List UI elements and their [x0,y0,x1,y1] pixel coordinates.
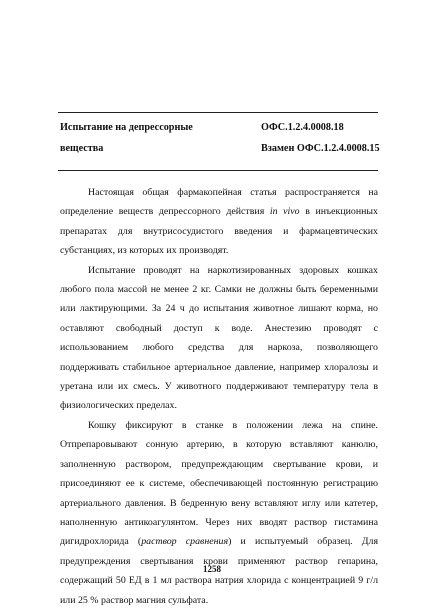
paragraph-1-italic: in vivo [269,206,300,218]
replaces-code: Взамен ОФС.1.2.4.0008.15 [261,143,380,154]
paragraph-3-italic: раствор сравнения [141,536,229,548]
page-number: 1258 [203,564,221,574]
header-bottom-rule [58,170,378,171]
paragraph-1 [60,183,378,261]
paragraph-3 [60,416,378,610]
article-body [60,183,378,610]
paragraph-1-text-before: Настоящая общая фармакопейная статья распространяется на определение веществ депрессорного действия [60,187,378,218]
paragraph-3-text-before: Кошку фиксируют в станке в положении лежа на спине. Отпрепаровывают сонную артерию, в которую вставляют канюлю, заполненную раствором, предупреждающим свертывание крови, и присоединяют ее к системе, обеспечивающей постоянную регистрацию артериального давления. В бедренную вену вставляют иглу или катетер, наполненную антикоагулянтом. Через них вводят раствор гистамина дигидрохлорида ( [60,419,378,548]
paragraph-2 [60,261,378,416]
article-title-line-1: Испытание на депрессорные [60,122,193,133]
article-codes [261,117,380,159]
paragraph-1-text-after: в инъекционных препаратах для внутрисосудистого введения и фармацевтических субстанциях, из которых их производят. [60,206,378,257]
paragraph-2-text: Испытание проводят на наркотизированных здоровых кошках любого пола массой не менее 2 кг. Самки не должны быть беременными или лактирующими. За 24 ч до испытания животное лишают корма, но оставляют свободный доступ к воде. Анестезию проводят с использованием любого средства для наркоза, позволяющего поддерживать стабильное артериальное давление, например хлоралозы и уретана или их смесь. У животного поддерживают температуру тела в физиологических пределах. [60,264,378,412]
paragraph-3-text-after: ) и испытуемый образец. Для предупреждения свертывания крови применяют раствор гепарина, содержащий 50 ЕД в 1 мл раствора натрия хлорида с концентрацией 9 г/л или 25 % раствор магния сульфата. [60,536,378,606]
header-top-rule [58,112,378,113]
article-title-line-2: вещества [60,143,104,154]
article-title [60,117,193,159]
article-code: ОФС.1.2.4.0008.18 [261,122,344,133]
